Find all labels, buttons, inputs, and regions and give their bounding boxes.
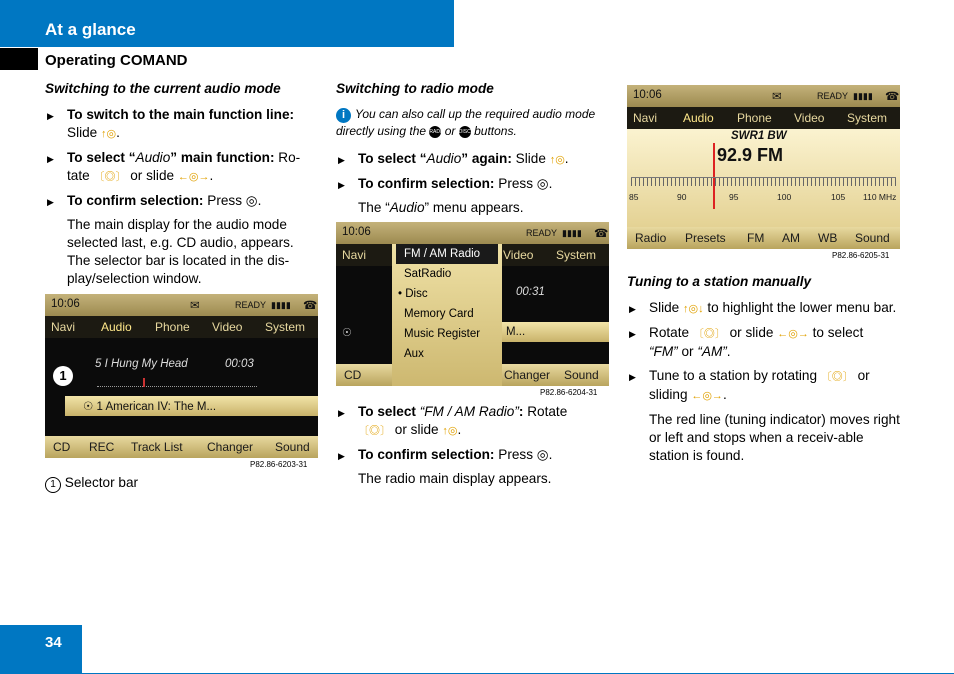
signal-icon: ▮▮▮▮ [853, 91, 873, 101]
col1-step-2: ▶ To select “Audio” main function: Ro-tate 〔◎〕 or slide ←◎→. [45, 149, 317, 186]
col2-para-1: The “Audio” menu appears. [358, 200, 524, 215]
audio-dropdown-menu [392, 244, 502, 386]
col3-para: The red line (tuning indicator) moves right or left and stops when a receiv-able station is found. [649, 412, 900, 463]
screen1-caption: P82.86-6203-31 [250, 460, 308, 469]
header-title: At a glance [45, 20, 136, 39]
phone-icon: ☎ [303, 300, 318, 312]
col1-step-3: ▶ To confirm selection: Press ◎. [45, 192, 317, 210]
radio-button-icon: RADIO [429, 126, 441, 138]
press-icon: ◎ [245, 193, 258, 208]
press-icon: ◎ [536, 447, 549, 462]
phone-icon: ☎ [594, 228, 609, 240]
envelope-icon: ✉ [190, 300, 200, 312]
callout-1: 1 [53, 366, 73, 386]
col2-step-2: ▶ To confirm selection: Press ◎. [336, 175, 608, 193]
progress-marker [143, 378, 145, 387]
info-note: i You can also call up the required audio mode directly using the RADIO or DISC buttons. [336, 107, 596, 138]
rotate-icon: 〔◎〕 [358, 425, 391, 437]
col3-step-1: ▶ Slide ↑◎↓ to highlight the lower menu bar. [627, 299, 902, 318]
menu-option-music-register: Music Register [404, 328, 481, 340]
col1-heading: Switching to the current audio mode [45, 81, 281, 96]
col3-step-2: ▶ Rotate 〔◎〕 or slide ←◎→ to select “FM” or “AM”. [627, 324, 902, 361]
rotate-icon: 〔◎〕 [820, 371, 854, 383]
press-icon: ◎ [536, 176, 549, 191]
info-icon: i [336, 108, 351, 123]
menu-option-aux: Aux [404, 348, 424, 360]
page-number: 34 [45, 634, 62, 651]
screen-cd-audio: 10:06 ✉ READY ▮▮▮▮ ☎ Navi Audio Phone Video System 5 I Hung My Head 00:03 ☉ 1 American IV: The M... 1 CD REC Track List Changer Sound [45, 294, 318, 458]
menu-option-fm-am-radio: FM / AM Radio [396, 244, 498, 264]
menu-option-disc: • Disc [398, 288, 428, 300]
disc-button-icon: DISC [459, 126, 471, 138]
envelope-icon: ✉ [772, 91, 782, 103]
disc-icon: ☉ [342, 327, 352, 339]
slide-left-right-icon: ←◎→ [691, 390, 723, 402]
station-name: SWR1 BW [731, 130, 787, 142]
signal-icon: ▮▮▮▮ [271, 300, 291, 310]
album-label: ☉ 1 American IV: The M... [83, 401, 217, 413]
col2-step-3: ▶ To select “FM / AM Radio”: Rotate 〔◎〕 or slide ↑◎. [336, 403, 608, 440]
column-1 [45, 80, 317, 296]
screen3-caption: P82.86-6205-31 [832, 251, 890, 260]
slide-up-icon: ↑◎ [101, 128, 117, 140]
progress-scale [97, 378, 257, 387]
column-2-lower [336, 403, 608, 496]
page-number-box [0, 625, 82, 674]
screen-radio: 10:06 ✉ READY ▮▮▮▮ ☎ Navi Audio Phone Video System SWR1 BW 92.9 FM 85 90 95 100 105 110 MHz Radio Presets FM AM WB Sound [627, 85, 900, 249]
menu-option-memory-card: Memory Card [404, 308, 474, 320]
rotate-icon: 〔◎〕 [692, 328, 726, 340]
slide-left-right-icon: ←◎→ [177, 171, 210, 183]
screen-audio-menu: 10:06 READY ▮▮▮▮ ☎ Navi Video System 00:31 M... ☉ FM / AM Radio SatRadio • Disc Memory Card Music Register Aux CD Changer Sound [336, 222, 609, 386]
col2-heading: Switching to radio mode [336, 81, 494, 96]
section-marker [0, 48, 38, 70]
col2-para-2: The radio main display appears. [358, 471, 552, 486]
menu-option-satradio: SatRadio [404, 268, 452, 280]
column-2 [336, 80, 608, 225]
tuning-indicator [713, 143, 715, 209]
disc-icon: ☉ [83, 401, 94, 413]
caption-selector-bar: 1 Selector bar [45, 475, 138, 493]
phone-icon: ☎ [885, 91, 900, 103]
rotate-icon: 〔◎〕 [93, 171, 127, 183]
signal-icon: ▮▮▮▮ [562, 228, 582, 238]
col1-para: The main display for the audio mode selected last, e.g. CD audio, appears. The selector bar is located in the dis-play/selection window. [67, 217, 294, 286]
screen2-caption: P82.86-6204-31 [540, 388, 598, 397]
col3-step-3: ▶ Tune to a station by rotating 〔◎〕 or sliding ←◎→. [627, 367, 902, 405]
slide-up-icon: ↑◎ [549, 154, 565, 166]
slide-up-icon: ↑◎ [442, 425, 458, 437]
frequency-scale [631, 177, 896, 186]
slide-left-right-icon: ←◎→ [777, 328, 809, 340]
col1-step-1: ▶ To switch to the main function line: Slide ↑◎. [45, 106, 317, 143]
col3-heading: Tuning to a station manually [627, 274, 812, 289]
col2-step-4: ▶ To confirm selection: Press ◎. [336, 446, 608, 464]
col2-step-1: ▶ To select “Audio” again: Slide ↑◎. [336, 150, 608, 169]
slide-up-down-icon: ↑◎↓ [683, 303, 704, 315]
frequency-display: 92.9 FM [717, 145, 784, 165]
column-3 [627, 273, 902, 473]
section-title: Operating COMAND [45, 52, 188, 69]
